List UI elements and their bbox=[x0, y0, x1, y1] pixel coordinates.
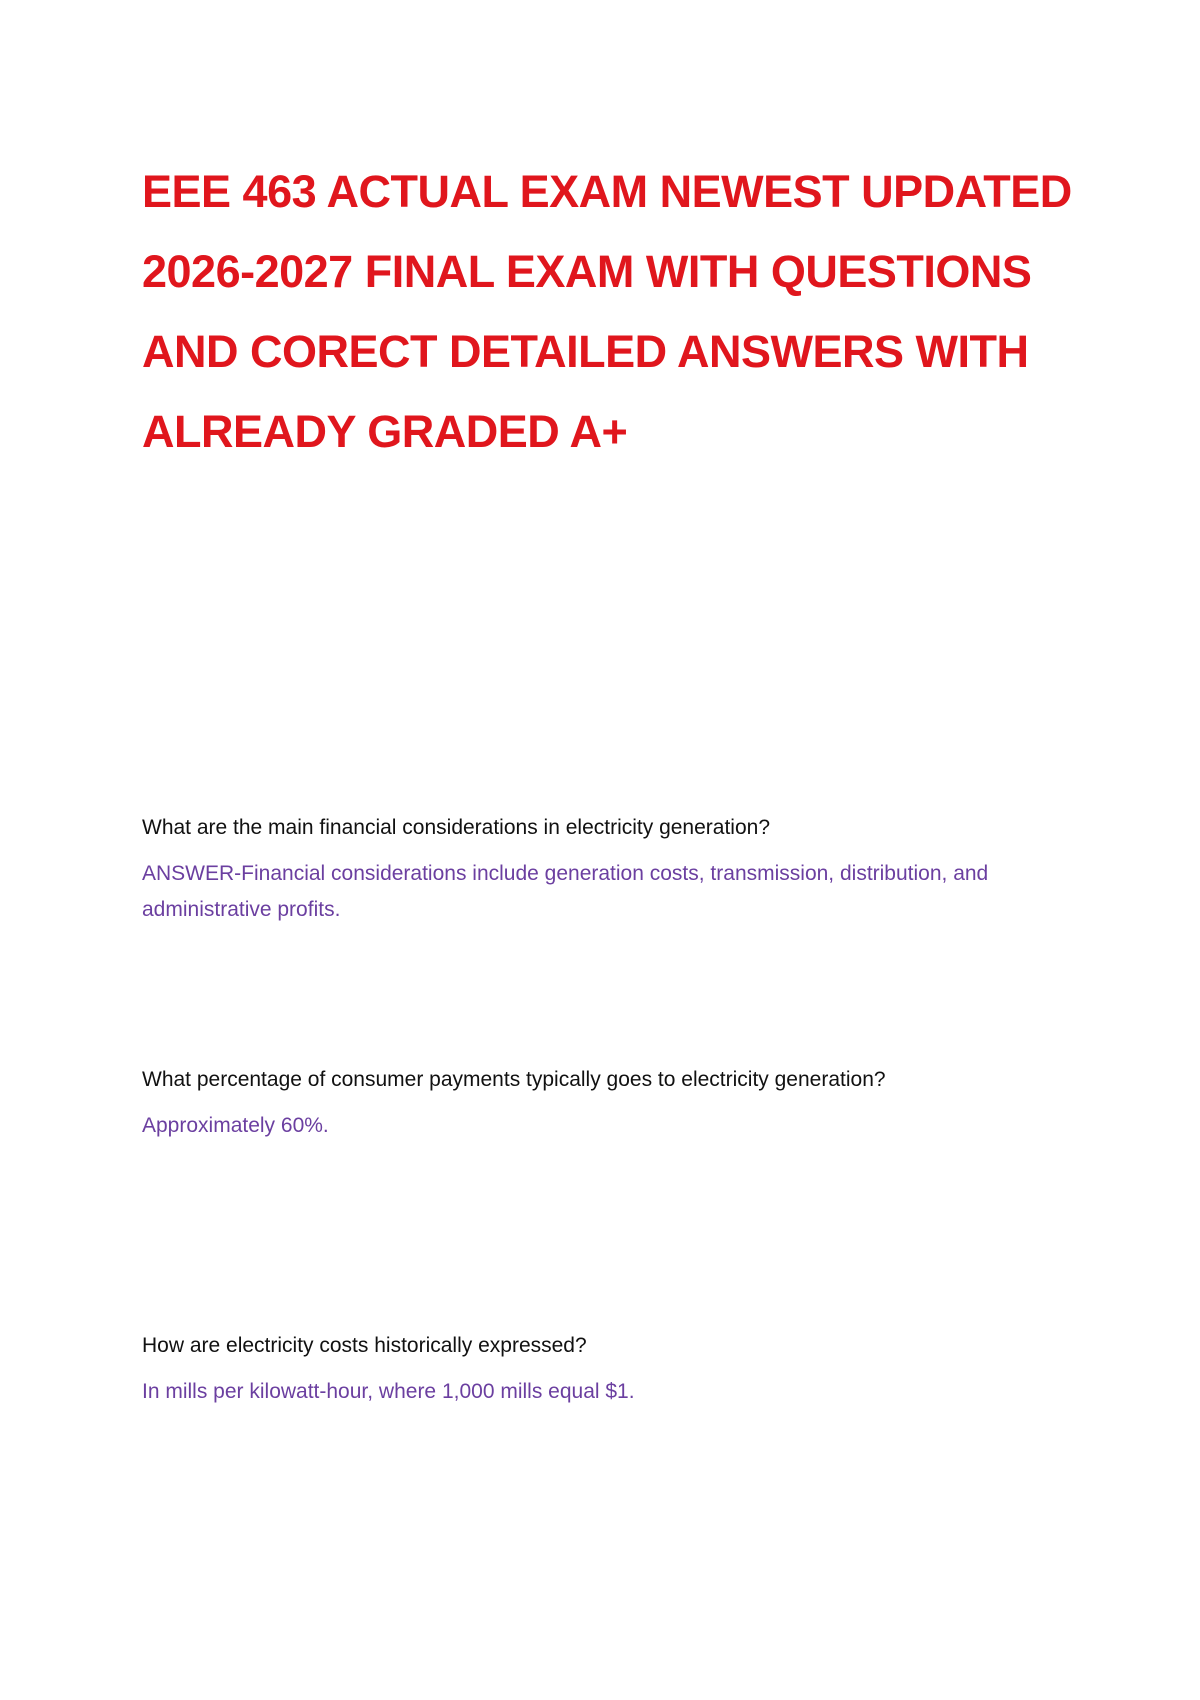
document-title: EEE 463 ACTUAL EXAM NEWEST UPDATED 2026-2027 FINAL EXAM WITH QUESTIONS AND CORECT DETAILED ANSWERS WITH ALREADY GRADED A+ bbox=[142, 166, 1072, 457]
answer-text: ANSWER-Financial considerations include generation costs, transmission, distribution, and administrative profits. bbox=[142, 862, 989, 921]
question-text: What are the main financial considerations in electricity generation? bbox=[142, 816, 771, 839]
qa-item bbox=[142, 1328, 1062, 1410]
qa-item bbox=[142, 810, 1062, 928]
question-text: How are electricity costs historically expressed? bbox=[142, 1334, 587, 1357]
answer-text: Approximately 60%. bbox=[142, 1114, 329, 1137]
qa-item bbox=[142, 1062, 1062, 1144]
question-text: What percentage of consumer payments typically goes to electricity generation? bbox=[142, 1068, 886, 1091]
answer-text: In mills per kilowatt-hour, where 1,000 mills equal $1. bbox=[142, 1380, 635, 1403]
